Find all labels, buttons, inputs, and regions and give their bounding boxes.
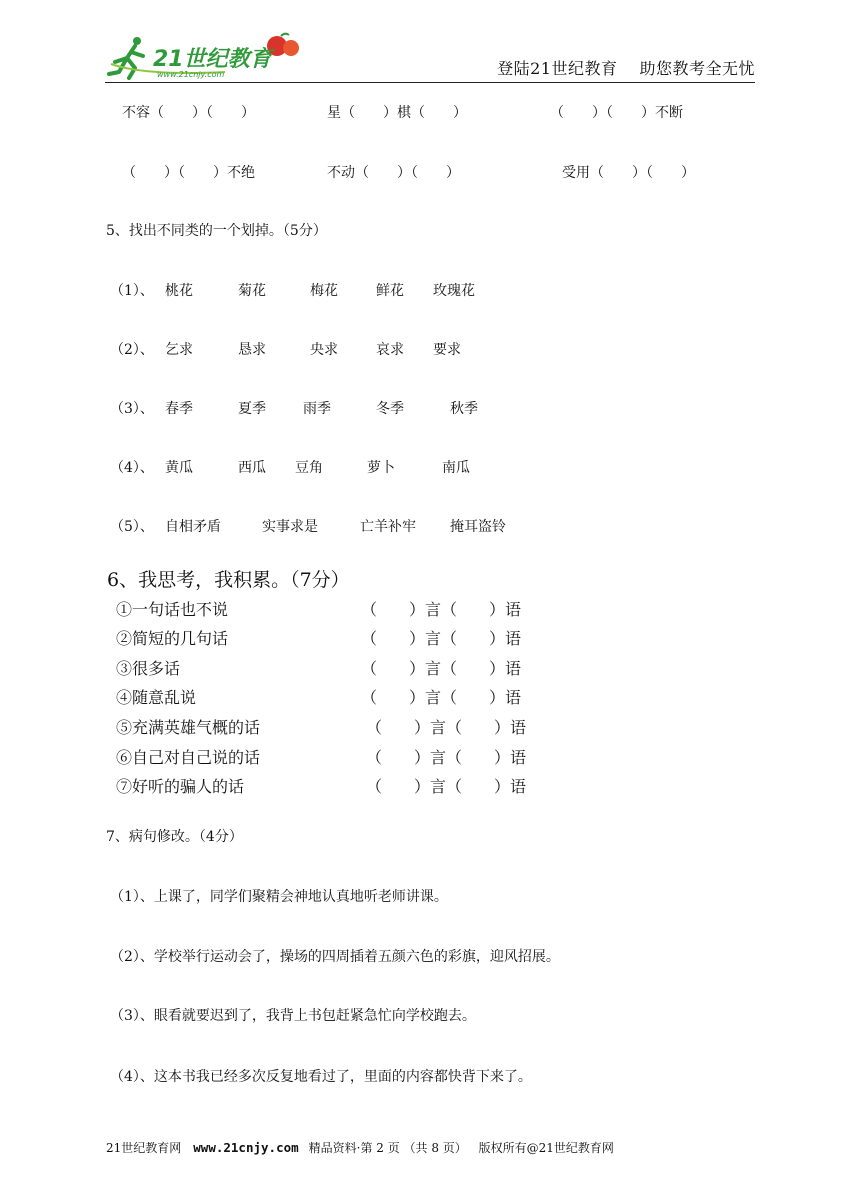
q6-item-6: [116, 745, 526, 768]
page-header: [105, 30, 755, 83]
prompt: ③很多话: [116, 659, 181, 678]
q5-item-1: [110, 280, 475, 300]
answer-blank: （ ）言（ ）语: [361, 688, 522, 707]
word: 自相矛盾: [165, 519, 221, 535]
q6-item-7: [116, 774, 526, 797]
q5-item-2: [110, 339, 461, 359]
word: 桃花: [165, 283, 193, 299]
item-number: （1）、: [110, 283, 154, 299]
blank-item: （ ）（ ）不绝: [122, 165, 255, 181]
q7-item-3: （3）、眼看就要迟到了，我背上书包赶紧急忙向学校跑去。: [110, 1008, 476, 1024]
q5-item-4: [110, 457, 470, 477]
prompt: ⑤充满英雄气概的话: [116, 718, 261, 737]
word: 梅花: [310, 283, 338, 299]
answer-blank: （ ）言（ ）语: [361, 629, 522, 648]
word: 冬季: [376, 401, 404, 417]
q6-item-2: [116, 626, 521, 649]
blank-item: 受用（ ）（ ）: [562, 165, 695, 181]
item-number: （5）、: [110, 519, 154, 535]
item-number: （2）、: [110, 342, 154, 358]
footer-url[interactable]: www.21cnjy.com: [193, 1140, 299, 1155]
answer-blank: （ ）言（ ）语: [361, 600, 522, 619]
answer-blank: （ ）言（ ）语: [366, 718, 527, 737]
word: 乞求: [165, 342, 193, 358]
footer-page-info: 精品资料·第 2 页 （共 8 页）: [308, 1141, 467, 1155]
blank-item: 不容（ ）（ ）: [122, 105, 255, 121]
logo: [105, 32, 305, 80]
blank-item: （ ）（ ）不断: [550, 105, 683, 121]
header-slogan: [497, 56, 755, 79]
word: 菊花: [238, 283, 266, 299]
q6-item-1: [116, 597, 521, 620]
word: 西瓜: [238, 460, 266, 476]
word: 黄瓜: [165, 460, 193, 476]
word: 玫瑰花: [433, 283, 475, 299]
slogan-left: 登陆21世纪教育: [497, 59, 618, 78]
slogan-right: 助您教考全无忧: [639, 59, 755, 78]
footer-site: 21世纪教育网: [106, 1141, 182, 1155]
word: 春季: [165, 401, 193, 417]
word: 掩耳盗铃: [450, 519, 506, 535]
q7-item-1: （1）、上课了，同学们聚精会神地认真地听老师讲课。: [110, 889, 448, 905]
q5-item-5: [110, 516, 506, 536]
q6-item-5: [116, 715, 526, 738]
logo-graphic: [105, 32, 305, 80]
word: 秋季: [450, 401, 478, 417]
word: 央求: [310, 342, 338, 358]
item-number: （4）、: [110, 460, 154, 476]
word: 要求: [433, 342, 461, 358]
q7-item-2: （2）、学校举行运动会了，操场的四周插着五颜六色的彩旗，迎风招展。: [110, 949, 560, 965]
answer-blank: （ ）言（ ）语: [366, 748, 527, 767]
svg-text:21世纪教育: 21世纪教育: [153, 47, 272, 72]
word: 亡羊补牢: [360, 519, 416, 535]
word: 夏季: [238, 401, 266, 417]
prompt: ⑥自己对自己说的话: [116, 748, 261, 767]
word: 实事求是: [262, 519, 318, 535]
q7-title: 7、病句修改。（4分）: [106, 829, 243, 845]
word: 萝卜: [367, 460, 395, 476]
q5-item-3: [110, 398, 478, 418]
page-footer: [106, 1139, 614, 1156]
prompt: ②简短的几句话: [116, 629, 229, 648]
blank-item: 星（ ）棋（ ）: [327, 105, 467, 121]
blank-item: 不动（ ）（ ）: [327, 165, 460, 181]
word: 哀求: [376, 342, 404, 358]
answer-blank: （ ）言（ ）语: [361, 659, 522, 678]
q6-title: 6、我思考，我积累。（7分）: [107, 569, 350, 591]
word: 豆角: [295, 460, 323, 476]
prompt: ①一句话也不说: [116, 600, 229, 619]
word: 恳求: [238, 342, 266, 358]
q7-item-4: （4）、这本书我已经多次反复地看过了，里面的内容都快背下来了。: [110, 1069, 532, 1085]
footer-copyright: 版权所有@21世纪教育网: [478, 1141, 614, 1155]
word: 鲜花: [376, 283, 404, 299]
word: 南瓜: [442, 460, 470, 476]
prompt: ④随意乱说: [116, 688, 197, 707]
q5-title: 5、找出不同类的一个划掉。（5分）: [106, 223, 327, 239]
answer-blank: （ ）言（ ）语: [366, 777, 527, 796]
q6-item-3: [116, 656, 521, 679]
svg-text:www.21cnjy.com: www.21cnjy.com: [157, 70, 225, 79]
q6-item-4: [116, 685, 521, 708]
word: 雨季: [303, 401, 331, 417]
prompt: ⑦好听的骗人的话: [116, 777, 245, 796]
item-number: （3）、: [110, 401, 154, 417]
